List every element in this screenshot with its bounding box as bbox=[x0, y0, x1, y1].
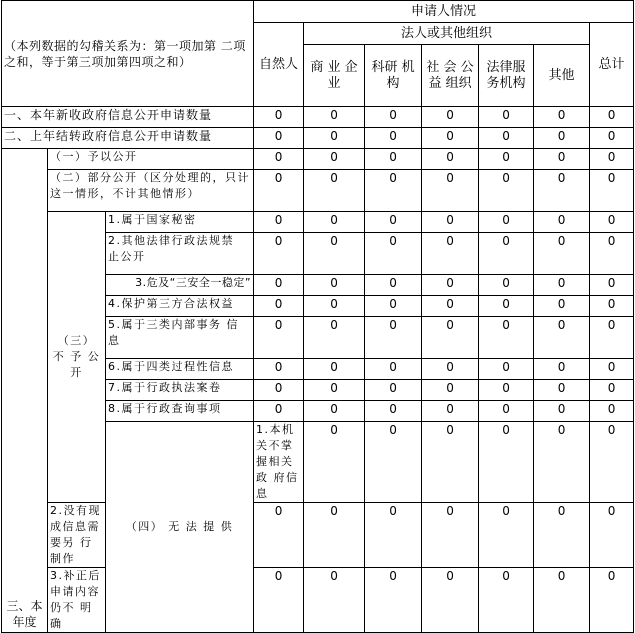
cell: 0 bbox=[590, 359, 634, 380]
cell: 0 bbox=[590, 380, 634, 401]
cell: 0 bbox=[422, 317, 479, 359]
row-label: 6.属于四类过程性信息 bbox=[106, 359, 254, 380]
cell: 0 bbox=[590, 317, 634, 359]
cell: 0 bbox=[422, 503, 479, 568]
table-row bbox=[2, 212, 634, 233]
cell: 0 bbox=[422, 568, 479, 633]
cell: 0 bbox=[254, 275, 304, 296]
group-label: 三、本年度 bbox=[2, 149, 48, 633]
cell: 0 bbox=[479, 107, 534, 128]
cell: 0 bbox=[479, 317, 534, 359]
cell: 0 bbox=[422, 380, 479, 401]
cell: 0 bbox=[590, 296, 634, 317]
cell: 0 bbox=[479, 296, 534, 317]
cell: 0 bbox=[590, 107, 634, 128]
cell: 0 bbox=[422, 170, 479, 212]
cell: 0 bbox=[365, 422, 422, 503]
cell: 0 bbox=[590, 422, 634, 503]
cell: 0 bbox=[254, 296, 304, 317]
cell: 0 bbox=[365, 170, 422, 212]
table-row bbox=[2, 107, 634, 128]
row-label: 7.属于行政执法案卷 bbox=[106, 380, 254, 401]
cell: 0 bbox=[534, 212, 590, 233]
cell: 0 bbox=[422, 149, 479, 170]
row-label: （二）部分公开（区分处理的，只计这一情形，不计其他情形） bbox=[48, 170, 254, 212]
cell: 0 bbox=[422, 359, 479, 380]
cell: 0 bbox=[534, 503, 590, 568]
cell: 0 bbox=[422, 296, 479, 317]
cell: 0 bbox=[254, 212, 304, 233]
cell: 0 bbox=[590, 503, 634, 568]
cell: 0 bbox=[534, 359, 590, 380]
cell: 0 bbox=[479, 128, 534, 149]
cell: 0 bbox=[422, 401, 479, 422]
natural-person-header: 自然人 bbox=[254, 23, 304, 107]
row-label: （一）予以公开 bbox=[48, 149, 254, 170]
table-row bbox=[2, 149, 634, 170]
cell: 0 bbox=[534, 296, 590, 317]
cell: 0 bbox=[365, 275, 422, 296]
cell: 0 bbox=[304, 422, 365, 503]
cell: 0 bbox=[534, 149, 590, 170]
other-header: 其他 bbox=[534, 45, 590, 107]
row-label: 二、上年结转政府信息公开申请数量 bbox=[2, 128, 254, 149]
cell: 0 bbox=[479, 380, 534, 401]
cell: 0 bbox=[534, 107, 590, 128]
cell: 0 bbox=[254, 149, 304, 170]
cell: 0 bbox=[590, 212, 634, 233]
cell: 0 bbox=[534, 233, 590, 275]
cell: 0 bbox=[479, 149, 534, 170]
cell: 0 bbox=[254, 128, 304, 149]
cell: 0 bbox=[590, 128, 634, 149]
cell: 0 bbox=[304, 401, 365, 422]
cell: 0 bbox=[534, 275, 590, 296]
cell: 0 bbox=[365, 380, 422, 401]
commercial-header: 商 业 企业 bbox=[304, 45, 365, 107]
cell: 0 bbox=[304, 568, 365, 633]
table-row bbox=[2, 568, 634, 633]
cell: 0 bbox=[304, 359, 365, 380]
row-label: 2.没有现成信息需要另 行制作 bbox=[48, 503, 106, 568]
table-row bbox=[2, 503, 634, 568]
cell: 0 bbox=[365, 359, 422, 380]
cell: 0 bbox=[365, 233, 422, 275]
cell: 0 bbox=[590, 401, 634, 422]
cell: 0 bbox=[254, 170, 304, 212]
cell: 0 bbox=[304, 107, 365, 128]
row-label: 3.危及“三安全一稳定” bbox=[106, 275, 254, 296]
row-label: 1.本机关不掌握相关政 府信息 bbox=[254, 422, 304, 503]
cell: 0 bbox=[365, 128, 422, 149]
cell: 0 bbox=[304, 233, 365, 275]
row-label: 8.属于行政查询事项 bbox=[106, 401, 254, 422]
cell: 0 bbox=[479, 503, 534, 568]
cell: 0 bbox=[304, 128, 365, 149]
cell: 0 bbox=[479, 359, 534, 380]
cell: 0 bbox=[304, 149, 365, 170]
cell: 0 bbox=[422, 422, 479, 503]
legal-service-header: 法律服务机构 bbox=[479, 45, 534, 107]
social-header: 社 会 公 益 组织 bbox=[422, 45, 479, 107]
cell: 0 bbox=[479, 233, 534, 275]
cell: 0 bbox=[365, 107, 422, 128]
cell: 0 bbox=[479, 422, 534, 503]
legal-group-header: 法人或其他组织 bbox=[304, 23, 590, 45]
cell: 0 bbox=[365, 317, 422, 359]
cell: 0 bbox=[254, 359, 304, 380]
cell: 0 bbox=[590, 149, 634, 170]
cell: 0 bbox=[422, 212, 479, 233]
table-row bbox=[2, 170, 634, 212]
cell: 0 bbox=[534, 380, 590, 401]
cell: 0 bbox=[304, 170, 365, 212]
row-label: 一、本年新收政府信息公开申请数量 bbox=[2, 107, 254, 128]
cell: 0 bbox=[365, 296, 422, 317]
cell: 0 bbox=[304, 317, 365, 359]
cell: 0 bbox=[534, 170, 590, 212]
cell: 0 bbox=[254, 107, 304, 128]
cell: 0 bbox=[590, 170, 634, 212]
cell: 0 bbox=[304, 275, 365, 296]
cell: 0 bbox=[479, 170, 534, 212]
cell: 0 bbox=[479, 275, 534, 296]
cell: 0 bbox=[365, 568, 422, 633]
cell: 0 bbox=[422, 107, 479, 128]
cell: 0 bbox=[534, 401, 590, 422]
total-header: 总计 bbox=[590, 23, 634, 107]
cell: 0 bbox=[590, 233, 634, 275]
cell: 0 bbox=[422, 233, 479, 275]
cell: 0 bbox=[254, 568, 304, 633]
cell: 0 bbox=[365, 149, 422, 170]
cell: 0 bbox=[422, 275, 479, 296]
cell: 0 bbox=[254, 317, 304, 359]
table-row bbox=[2, 128, 634, 149]
cell: 0 bbox=[590, 275, 634, 296]
cell: 0 bbox=[304, 212, 365, 233]
cell: 0 bbox=[534, 568, 590, 633]
row-label: 1.属于国家秘密 bbox=[106, 212, 254, 233]
cell: 0 bbox=[365, 401, 422, 422]
header-note: （本列数据的勾稽关系为：第一项加第 二项之和，等于第三项加第四项之和） bbox=[2, 1, 254, 107]
research-header: 科研 机构 bbox=[365, 45, 422, 107]
cell: 0 bbox=[365, 212, 422, 233]
cell: 0 bbox=[304, 503, 365, 568]
cell: 0 bbox=[254, 503, 304, 568]
row-label: 4.保护第三方合法权益 bbox=[106, 296, 254, 317]
cell: 0 bbox=[254, 380, 304, 401]
row-label: 3.补正后申请内容仍不 明确 bbox=[48, 568, 106, 633]
cell: 0 bbox=[534, 317, 590, 359]
cell: 0 bbox=[534, 422, 590, 503]
applicant-header: 申请人情况 bbox=[254, 1, 634, 23]
cell: 0 bbox=[254, 233, 304, 275]
cell: 0 bbox=[304, 380, 365, 401]
cell: 0 bbox=[590, 568, 634, 633]
cell: 0 bbox=[479, 568, 534, 633]
row-label: 2.其他法律行政法规禁 止公开 bbox=[106, 233, 254, 275]
info-disclosure-table bbox=[1, 0, 634, 633]
cell: 0 bbox=[365, 503, 422, 568]
group-label: （四） 无 法 提 供 bbox=[106, 422, 254, 633]
cell: 0 bbox=[254, 401, 304, 422]
cell: 0 bbox=[422, 128, 479, 149]
cell: 0 bbox=[479, 212, 534, 233]
cell: 0 bbox=[479, 401, 534, 422]
group-label: （三） 不 予 公开 bbox=[48, 212, 106, 503]
cell: 0 bbox=[534, 128, 590, 149]
row-label: 5.属于三类内部事务 信 息 bbox=[106, 317, 254, 359]
cell: 0 bbox=[304, 296, 365, 317]
